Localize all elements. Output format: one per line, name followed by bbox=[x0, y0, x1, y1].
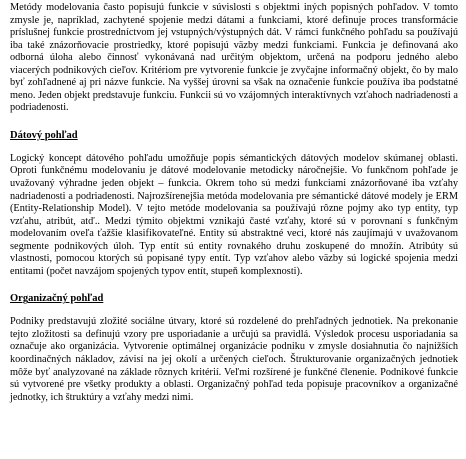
section-heading-data-view: Dátový pohľad bbox=[10, 129, 78, 141]
intro-paragraph: Metódy modelovania často popisujú funkcie v súvislosti s objektmi iných popisných pohľadov. V tomto zmysle je, napríklad, zachytené spojenie medzi dátami a funkciami, ktoré definuje proces transformácie príslušnej funkcie prostredníctvom jej vstupných/výstupných dát. V rámci funkčného pohľadu sa používajú iba také znázorňovacie prostriedky, ktoré popisujú väzby medzi funkciami. Funkcia je definovaná ako odborná úloha alebo činnosť vykonávaná nad určitým objektom, určená na podporu jedného alebo viacerých podnikových cieľov. Kritériom pre vytvorenie funkcie je zvyčajne informačný objekt, čo by malo byť zohľadnené aj pri názve funkcie. Na vyššej úrovni sa však na označenie funkcie používa iba podstatné meno. Jeden objekt predstavuje funkciu. Funkcii sú vo vzájomných interaktívnych vzťahoch nadriadenosti a podriadenosti. bbox=[10, 2, 458, 114]
data-view-paragraph: Logický koncept dátového pohľadu umožňuje popis sémantických dátových modelov skúmanej oblasti. Oproti funkčnému modelovaniu je dátové modelovanie metodicky náročnejšie. Vo funkčnom pohľade je uvažovaný výhradne jeden objekt – funkcia. Okrem toho sú medzi funkciami znázorňované iba vzťahy nadriadenosti a podriadenosti. Najrozšírenejšia metóda modelovania pre sémantické dátové modely je ERM (Entity-Relationship Model). V tejto metóde modelovania sa používajú rôzne pojmy ako typ entity, typ vzťahu, atribút, atď.. Medzi týmito objektmi vznikajú časté vzťahy, ktoré sú v porovnaní s funkčným modelovaním oveľa ťažšie klasifikovateľné. Entity sú abstraktné veci, ktoré nás zaujímajú v uvažovanom segmente podnikových úloh. Typ entít sú entity rovnakého druhu zoskupené do množín. Atribúty sú vlastnosti, pomocou ktorých sú popisané typy entít. Typ vzťahov alebo väzby sú logické spojenia medzi entitami (počet navzájom spojených typov entít, stupeň komplexnosti). bbox=[10, 152, 458, 277]
organizational-view-paragraph: Podniky predstavujú zložité sociálne útvary, ktoré sú rozdelené do prehľadných jednotiek. Na prekonanie tejto zložitosti sa definujú vzory pre usporiadanie a určujú sa pravidlá. Výsledok procesu usporiadania sa označuje ako organizácia. Vytvorenie optimálnej organizácie podniku v zmysle dosiahnutia čo najnižších koordinačných nákladov, závisí na jej okolí a určených cieľoch. Štrukturovanie organizačných jednotiek môže byť analyzované na základe rôznych kritérií. Veľmi rozšírené je funkčné členenie. Podnikové funkcie sú vytvorené pre všetky produkty a oblasti. Organizačný pohľad teda popisuje pracovníkov a organizačné jednotky, ich štruktúry a vzťahy medzi nimi. bbox=[10, 316, 458, 403]
section-heading-organizational-view: Organizačný pohľad bbox=[10, 293, 104, 305]
